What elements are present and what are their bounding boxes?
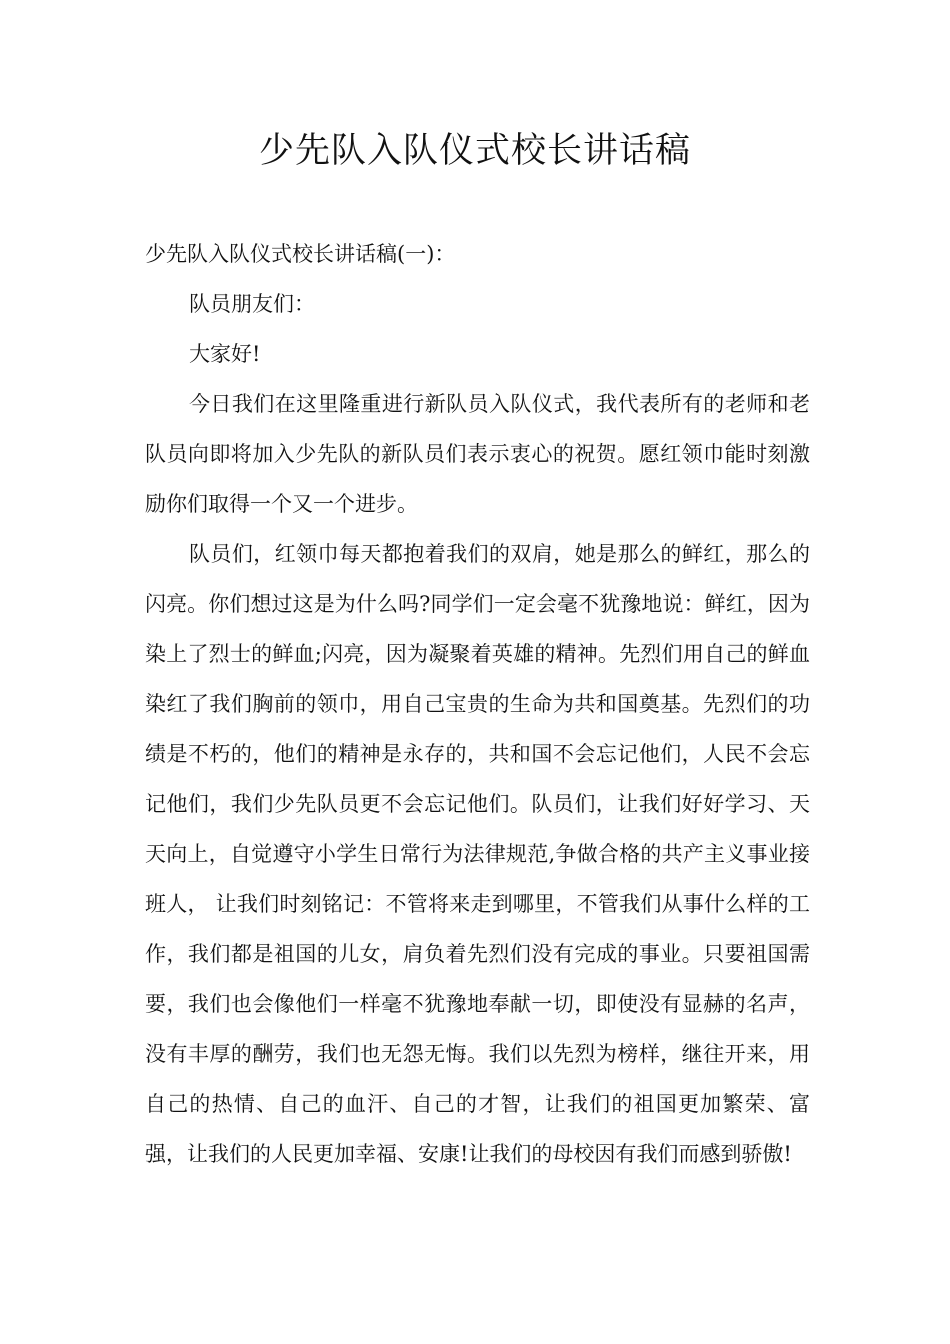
paragraph-red-scarf: 队员们，红领巾每天都抱着我们的双肩，她是那么的鲜红，那么的闪亮。你们想过这是为什么吗?同学们一定会毫不犹豫地说：鲜红，因为染上了烈士的鲜血;闪亮，因为凝聚着英雄的精神。先烈们用自己的鲜血染红了我们胸前的领巾，用自己宝贵的生命为共和国奠基。先烈们的功绩是不朽的，他们的精神是永存的，共和国不会忘记他们，人民不会忘记他们，我们少先队员更不会忘记他们。队员们，让我们好好学习、天天向上，自觉遵守小学生日常行为法律规范,争做合格的共产主义事业接班人， 让我们时刻铭记：不管将来走到哪里，不管我们从事什么样的工作，我们都是祖国的儿女，肩负着先烈们没有完成的事业。只要祖国需要，我们也会像他们一样毫不犹豫地奉献一切，即使没有显赫的名声，没有丰厚的酬劳，我们也无怨无悔。我们以先烈为榜样，继往开来，用自己的热情、自己的血汗、自己的才智，让我们的祖国更加繁荣、富强，让我们的人民更加幸福、安康!让我们的母校因有我们而感到骄傲! — [145, 542, 810, 1166]
paragraph-welcome: 今日我们在这里隆重进行新队员入队仪式，我代表所有的老师和老队员向即将加入少先队的新队员们表示衷心的祝贺。愿红领巾能时刻激励你们取得一个又一个进步。 — [145, 392, 810, 516]
greeting-line: 大家好! — [189, 342, 261, 366]
document-title: 少先队入队仪式校长讲话稿 — [258, 131, 691, 171]
section-heading: 少先队入队仪式校长讲话稿(一)： — [145, 242, 456, 266]
salutation: 队员朋友们： — [189, 292, 315, 316]
document-body — [145, 229, 810, 1179]
